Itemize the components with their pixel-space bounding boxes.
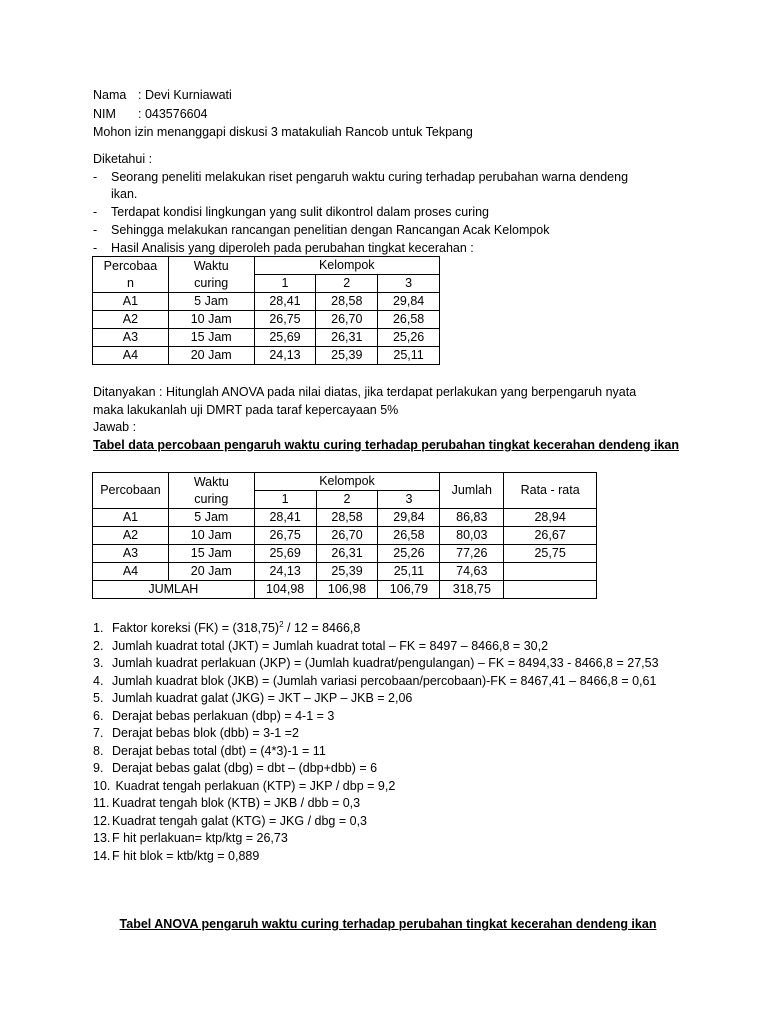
- list-item: 8. Derajat bebas total (dbt) = (4*3)-1 = 11: [93, 743, 326, 758]
- calculation-steps: [93, 616, 659, 865]
- header-kelompok-3: 3: [378, 491, 440, 509]
- nim-line: [93, 105, 208, 123]
- diketahui-heading: Diketahui :: [93, 152, 153, 166]
- nim-label: NIM: [93, 107, 116, 121]
- list-item: 12. Kuadrat tengah galat (KTG) = JKG / dbg = 0,3: [93, 813, 368, 828]
- list-item: 3. Jumlah kuadrat perlakuan (JKP) = (Jumlah kuadrat/pengulangan) – FK = 8494,33 - 8466,8 = 27,53: [93, 656, 659, 671]
- list-item: 14. F hit blok = ktb/ktg = 0,889: [93, 848, 260, 863]
- table-row: A2 10 Jam 26,75 26,70 26,58 80,03 26,67: [93, 527, 597, 545]
- list-item: 5. Jumlah kuadrat galat (JKG) = JKT – JKP – JKB = 2,06: [93, 691, 413, 706]
- header-kelompok-2: 2: [316, 491, 378, 509]
- header-kelompok: Kelompok: [254, 257, 439, 275]
- nim-value: : 043576604: [138, 107, 208, 121]
- name-value: : Devi Kurniawati: [138, 88, 232, 102]
- list-item: 7. Derajat bebas blok (dbb) = 3-1 =2: [93, 726, 299, 741]
- total-row: JUMLAH 104,98 106,98 106,79 318,75: [93, 581, 597, 599]
- question-line-1: Ditanyakan : Hitunglah ANOVA pada nilai diatas, jika terdapat perlakukan yang berpengaruh nyata: [93, 385, 637, 399]
- name-label: Nama: [93, 88, 127, 102]
- header-kelompok-1: 1: [254, 491, 316, 509]
- header-kelompok-1: 1: [254, 275, 316, 293]
- header-waktu-curing: Waktu curing: [168, 257, 254, 293]
- list-item: 11. Kuadrat tengah blok (KTB) = JKB / dbb = 0,3: [93, 796, 361, 811]
- header-percobaan: Percobaa n: [93, 257, 169, 293]
- table2-title: Tabel data percobaan pengaruh waktu curing terhadap perubahan tingkat kecerahan dendeng ikan: [93, 438, 680, 452]
- list-item: 4. Jumlah kuadrat blok (JKB) = (Jumlah variasi percobaan/percobaan)-FK = 8467,41 – 8466,8 = 0,61: [93, 673, 657, 688]
- list-item: 1. Faktor koreksi $(FK) = (318,75)^2 / 12 = 8466,8$: [93, 620, 361, 636]
- jawab-heading: Jawab :: [93, 420, 137, 434]
- table-row: A2 10 Jam 26,75 26,70 26,58: [93, 311, 440, 329]
- list-item: 6. Derajat bebas perlakuan (dbp) = 4-1 = 3: [93, 708, 335, 723]
- data-table-1: [92, 256, 440, 365]
- table-row: A4 20 Jam 24,13 25,39 25,11: [93, 347, 440, 365]
- header-kelompok: Kelompok: [254, 473, 440, 491]
- list-item: 2. Jumlah kuadrat total (JKT) = Jumlah kuadrat total – FK = 8497 – 8466,8 = 30,2: [93, 638, 549, 653]
- data-table-2: [92, 472, 597, 599]
- anova-table-title: Tabel ANOVA pengaruh waktu curing terhadap perubahan tingkat kecerahan dendeng ikan: [119, 917, 657, 931]
- header-rata-rata: Rata - rata: [504, 473, 597, 509]
- table-row: A1 5 Jam 28,41 28,58 29,84: [93, 293, 440, 311]
- intro-line: Mohon izin menanggapi diskusi 3 matakuliah Rancob untuk Tekpang: [93, 125, 473, 139]
- table-row: A1 5 Jam 28,41 28,58 29,84 86,83 28,94: [93, 509, 597, 527]
- header-jumlah: Jumlah: [440, 473, 504, 509]
- list-item: 13. F hit perlakuan= ktp/ktg = 26,73: [93, 831, 288, 846]
- list-item: 10. Kuadrat tengah perlakuan (KTP) = JKP / dbp = 9,2: [93, 778, 396, 793]
- table-row: A3 15 Jam 25,69 26,31 25,26: [93, 329, 440, 347]
- header-percobaan: Percobaan: [93, 473, 169, 509]
- name-line: [93, 86, 232, 104]
- table-row: A3 15 Jam 25,69 26,31 25,26 77,26 25,75: [93, 545, 597, 563]
- header-kelompok-3: 3: [378, 275, 440, 293]
- header-kelompok-2: 2: [316, 275, 378, 293]
- list-item: 9. Derajat bebas galat (dbg) = dbt – (dbp+dbb) = 6: [93, 761, 378, 776]
- table-row: A4 20 Jam 24,13 25,39 25,11 74,63: [93, 563, 597, 581]
- question-line-2: maka lakukanlah uji DMRT pada taraf kepercayaan 5%: [93, 403, 399, 417]
- header-waktu-curing: Waktu curing: [168, 473, 254, 509]
